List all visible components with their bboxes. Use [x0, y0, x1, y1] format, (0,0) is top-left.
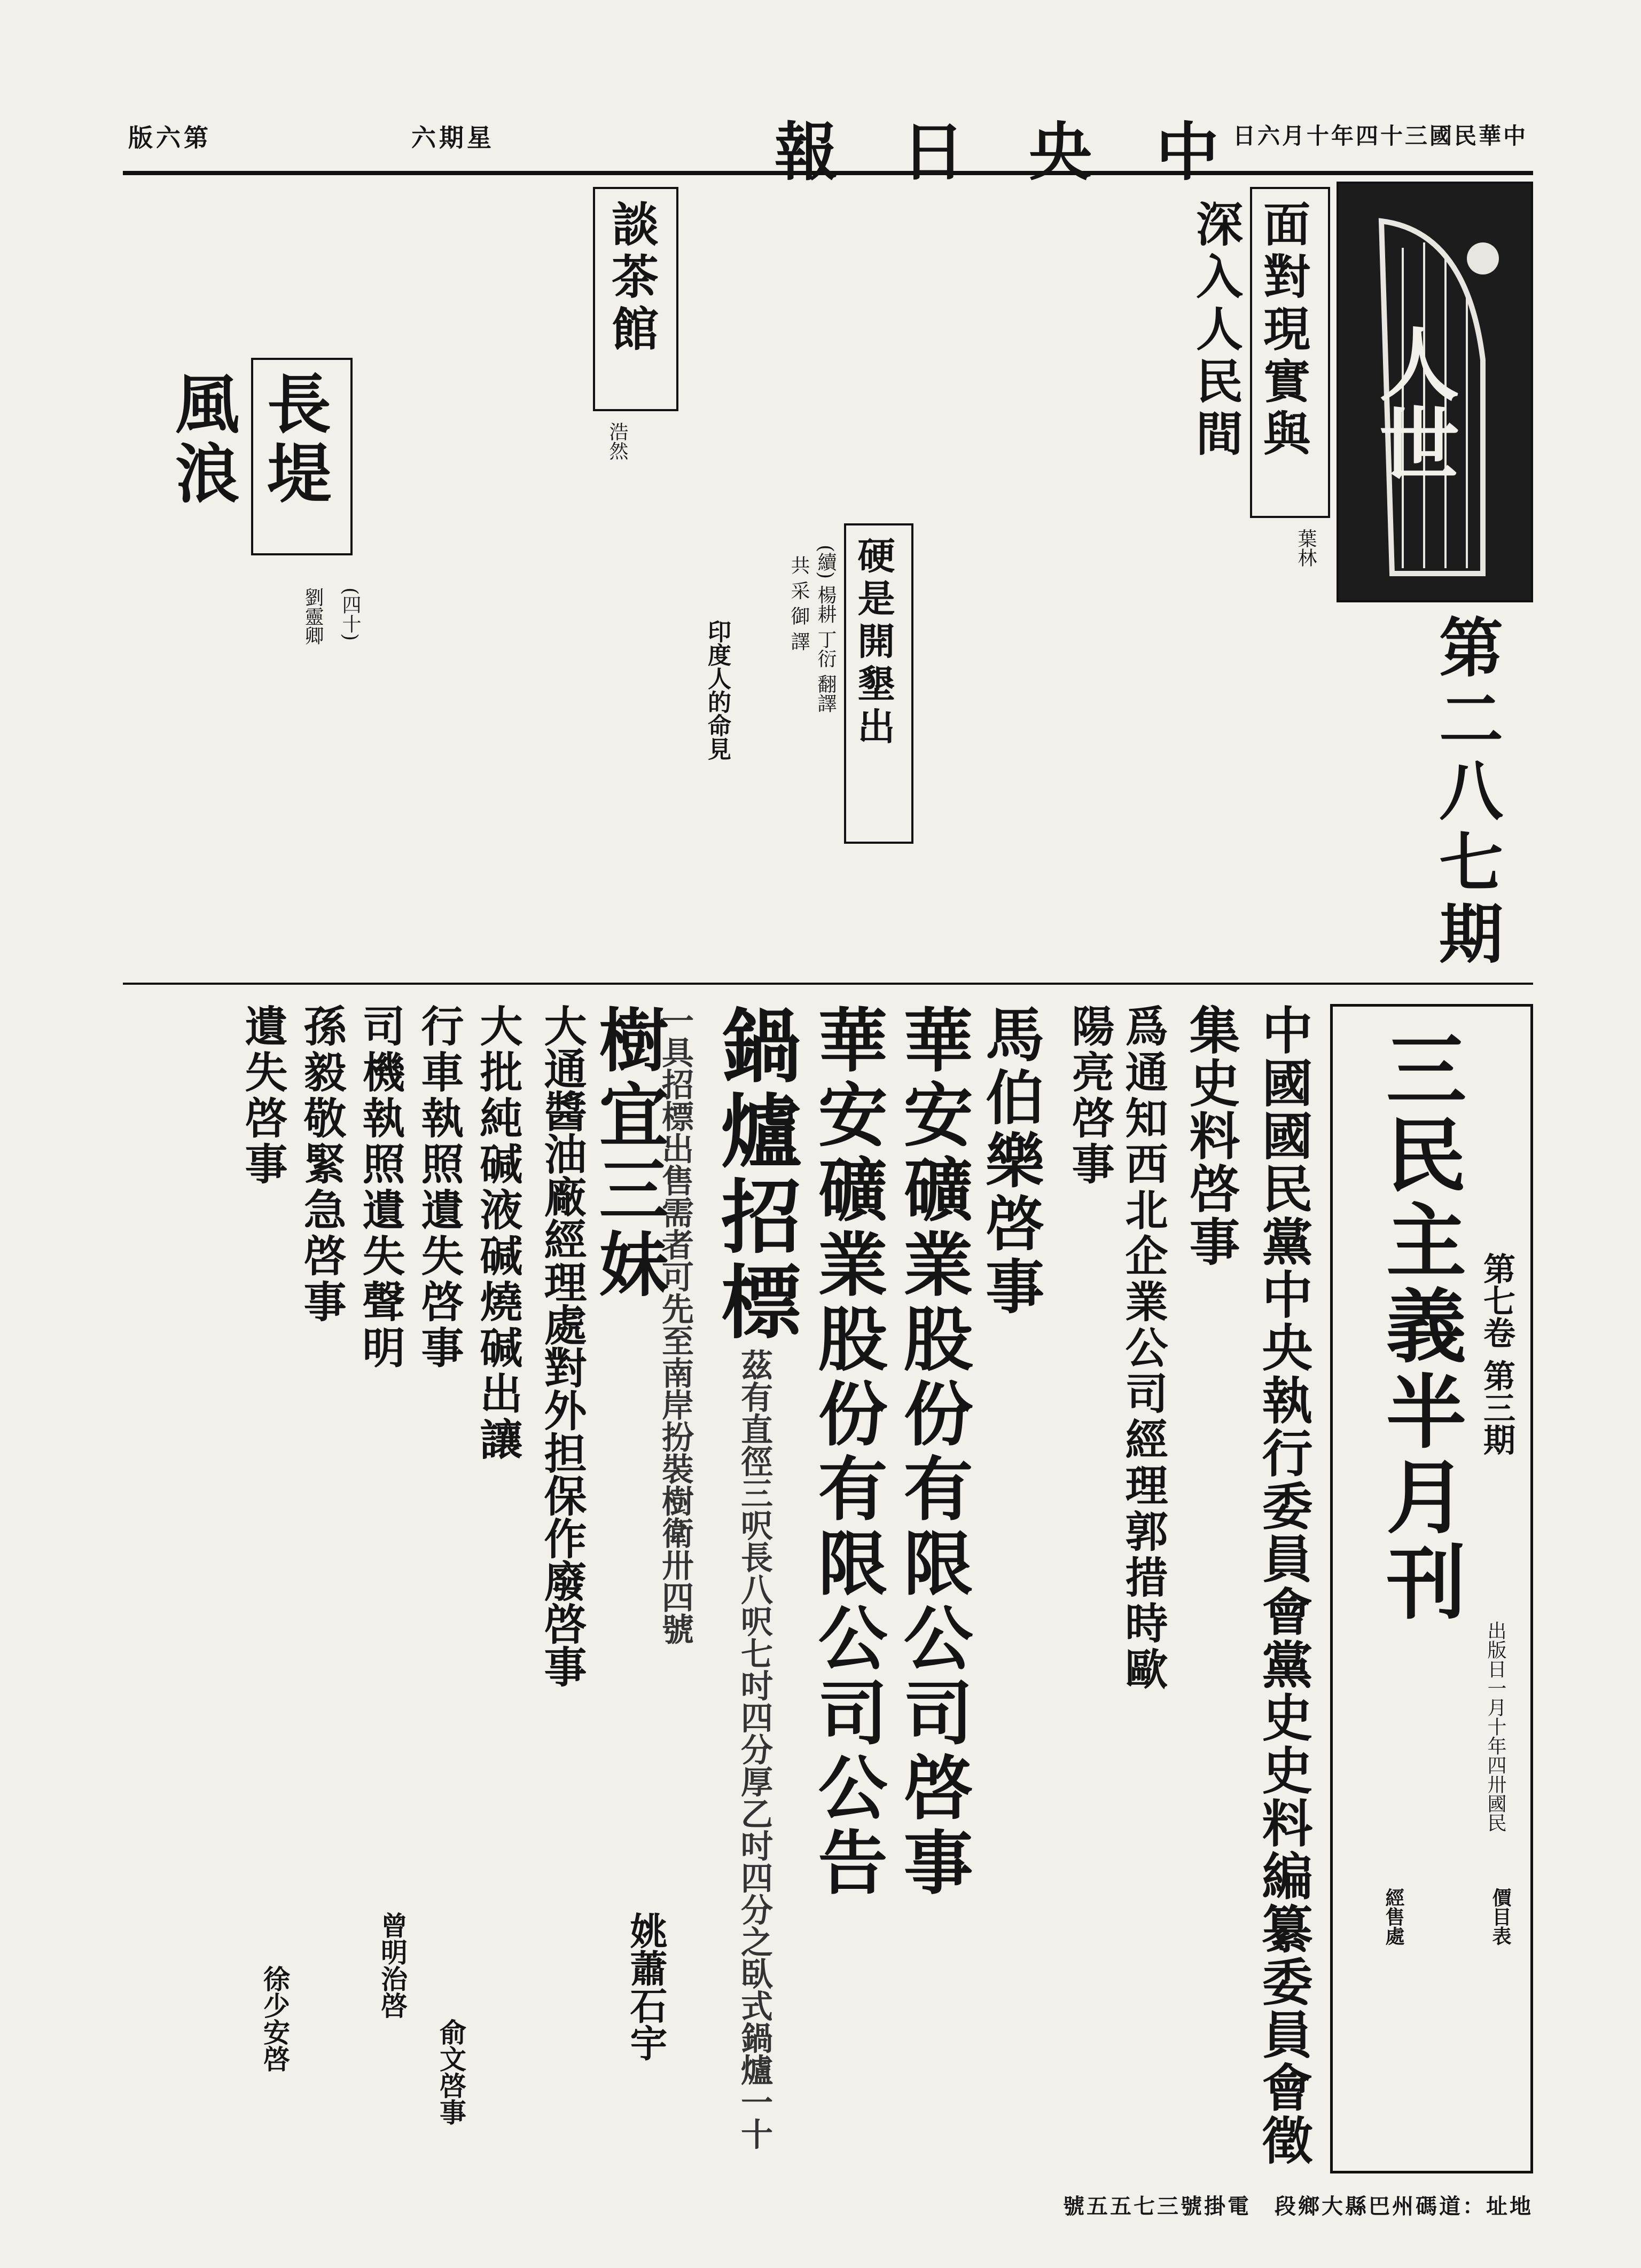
sales-label: 經售處 — [1382, 1888, 1405, 1945]
article-body-left — [123, 182, 240, 983]
magazine-volume: 第七卷 第三期 — [1478, 1252, 1515, 1456]
ad-boiler-tender — [657, 1004, 812, 2173]
ad-vehicle-license: 行車執照遺失啓事 — [414, 1004, 464, 1371]
ad-lost-1: 遺失啓事 — [238, 1004, 288, 1188]
article-subtitle: (四十) — [339, 587, 361, 641]
supplement-section — [123, 182, 1533, 993]
ad-shu-yi: 樹宜三妹 — [588, 1004, 669, 1303]
signature-zeng: 曾明治啓 — [377, 1912, 408, 2019]
article-translator: 共 采 御 譯 — [788, 555, 810, 651]
magazine-advertisement — [1330, 1004, 1533, 2173]
ad-northwest-notice: 爲通知西北企業公司經理郭措時歐陽亮啓事 — [1065, 1004, 1168, 1693]
ad-sun-urgent: 孫毅敬緊急啓事 — [296, 1004, 347, 1325]
article-author: 浩然 — [606, 422, 628, 460]
page-header — [123, 107, 1533, 189]
article-title-india: 印度人的命見 — [704, 619, 731, 760]
publication-date: 日六月十年四十三國民華中 — [1232, 123, 1528, 149]
article-title: 面對現實與深入人民間 — [1189, 200, 1311, 461]
party-history-notice — [1181, 1004, 1319, 2173]
signature-yao: 姚蕭石宇 — [624, 1912, 668, 2061]
article-body-center — [721, 182, 1042, 502]
article-title-face-reality — [1189, 187, 1330, 518]
price-label: 價目表 — [1489, 1888, 1512, 1945]
ad-title: 鍋爐招標 — [707, 1004, 801, 1346]
article-title: 硬是開墾出 — [851, 536, 896, 750]
supplement-logo-text: 人世 — [1365, 323, 1459, 483]
magazine-date: 出版日一月十年四卅國民 — [1484, 1621, 1506, 1832]
masthead: 報日央中 — [775, 115, 1284, 189]
ad-soda: 大批純碱液碱燒碱出讓 — [473, 1004, 523, 1463]
article-title-tea-house — [593, 187, 678, 411]
issue-number: 第二八七期 — [1428, 614, 1504, 972]
article-title: 長堤風浪 — [165, 371, 332, 509]
ad-huaan-gonggao: 華安礦業股份有限公司公告 — [807, 1004, 888, 1901]
notice-title: 中國國民黨中央執行委員會黨史史料編纂委員會徵集史料啓事 — [1181, 1004, 1313, 2167]
column-rule — [123, 983, 1533, 985]
article-credit: (續) 楊耕 丁衍 翻譯 — [815, 545, 837, 713]
address-footer: 號五五七三號掛電 段鄉大縣巴州碼道：址地 — [1063, 2194, 1533, 2219]
page-number: 版六第 — [128, 123, 212, 152]
article-author: 葉林 — [1295, 529, 1317, 567]
article-title-dam — [844, 523, 913, 844]
article-title-embankment — [165, 358, 353, 555]
article-title: 談茶館 — [604, 200, 660, 357]
article-author: 劉靈卿 — [302, 587, 324, 645]
weekday: 六期星 — [411, 123, 495, 152]
signature-yu: 俞文啓事 — [435, 2019, 467, 2125]
magazine-title: 三民主義半月刊 — [1372, 1028, 1466, 1626]
signature-xu: 徐少安啓 — [259, 1965, 291, 2072]
ad-body: 茲有直徑三呎長八呎七吋四分厚乙吋四分之臥式鍋爐一十一具招標出售需者可先至南岸扮裝樹衛卅四號 — [657, 1004, 773, 2150]
advertisement-section — [123, 1004, 1533, 2184]
ad-oil-factory: 大通醬油廠經理處對外担保作廢啓事 — [537, 1004, 587, 1688]
supplement-logo — [1337, 182, 1533, 602]
ad-ma-bole: 馬伯樂啓事 — [976, 1004, 1045, 1319]
ad-driver-license: 司機執照遺失聲明 — [355, 1004, 405, 1371]
ad-huaan-qishi: 華安礦業股份有限公司啓事 — [892, 1004, 974, 1901]
